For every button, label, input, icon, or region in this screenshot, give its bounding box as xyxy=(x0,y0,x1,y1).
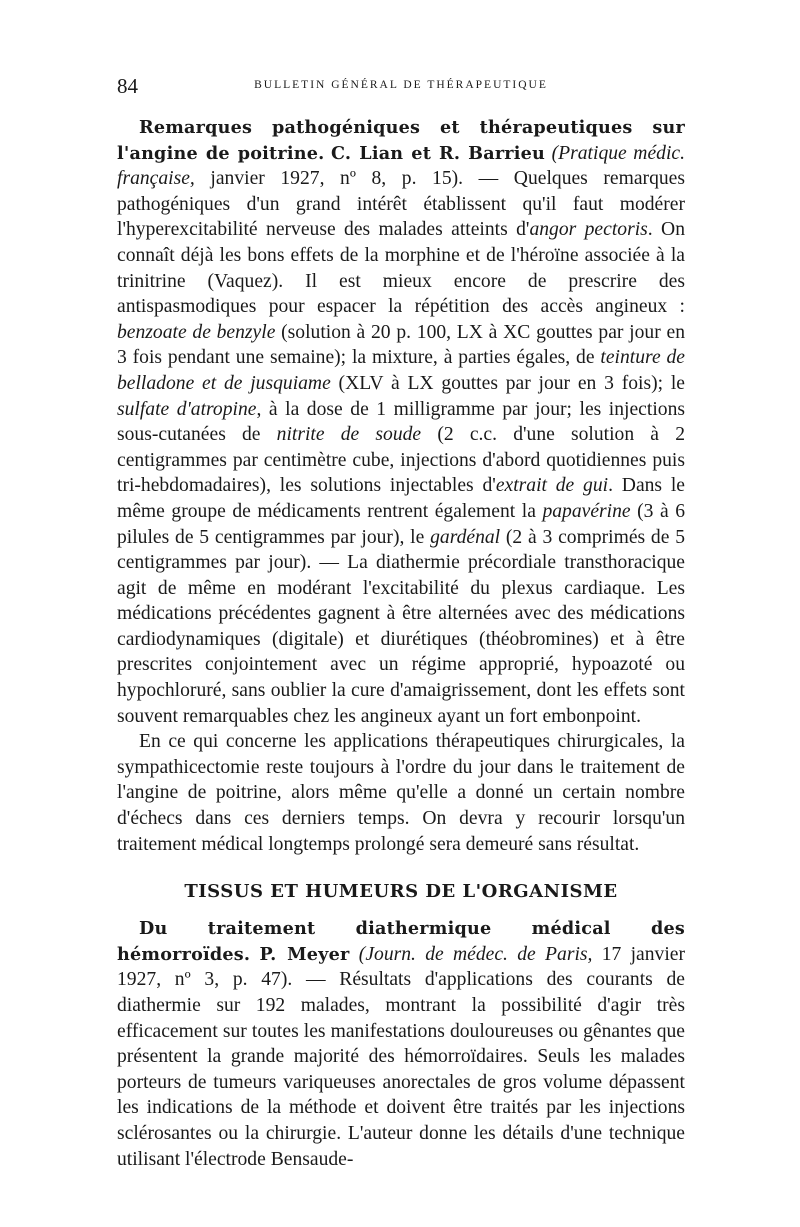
term-benzoate: benzoate de benzyle xyxy=(117,321,276,343)
article-1-source: (Pratique médic. française, xyxy=(117,142,685,190)
article-2-text: 17 janvier 1927, nº 3, p. 47). — Résultats d'applications des courants de diathermie sur 192 malades, montrant la possibilité d'agir très efficacement sur toutes les manifestations douloureuses ou gênantes que présentent la grande majorité des hémorroïdaires. Seuls les malades porteurs de tumeurs variqueuses anorectales de gros volume dépassent les indications de la méthode et doivent être traités par les injections sclérosantes ou la chirurgie. L'auteur donne les détails d'une technique utilisant l'électrode Bensaude- xyxy=(117,943,686,1170)
article-1-citation: janvier 1927, nº 8, p. 15). — Quelques remarques pathogéniques d'un grand intérêt établissent qu'il faut modérer l'hyperexcitabilité nerveuse des malades atteints d' xyxy=(117,168,685,241)
term-papaverine: papavérine xyxy=(542,500,631,522)
article-1-text-1: . On connaît déjà les bons effets de la morphine et de l'héroïne associée à la trinitrine (Vaquez). Il est mieux encore de prescrire des antispasmodiques pour espacer la répétition des accès angineux : xyxy=(117,219,685,318)
article-1-paragraph-1 xyxy=(117,115,685,729)
term-gardenal: gardénal xyxy=(430,526,501,548)
term-extrait: extrait de gui xyxy=(495,475,609,497)
running-title: BULLETIN GÉNÉRAL DE THÉRAPEUTIQUE xyxy=(254,79,548,91)
article-1-title: Remarques pathogéniques et thérapeutiques sur l'angine de poitrine. xyxy=(117,117,685,164)
article-1-text-5: (2 c.c. d'une solution à 2 centigrammes par centimètre cube, injections d'abord quotidiennes puis tri-hebdomadaires), les solutions injectables d' xyxy=(117,424,685,497)
page-number: 84 xyxy=(117,74,138,98)
term-teinture: teinture de belladone et de jusquiame xyxy=(117,347,685,394)
article-2-paragraph xyxy=(117,916,685,1172)
article-1-text-4: , à la dose de 1 milligramme par jour; les injections sous-cutanées de xyxy=(117,398,685,446)
section-heading: TISSUS ET HUMEURS DE L'ORGANISME xyxy=(184,881,618,903)
article-1-text-3: (XLV à LX gouttes par jour en 3 fois); le xyxy=(330,372,685,394)
term-sulfate: sulfate d'atropine xyxy=(117,398,257,420)
article-2-source: (Journ. de médec. de Paris, xyxy=(358,943,593,965)
article-1-text-7: (3 à 6 pilules de 5 centigrammes par jour), le xyxy=(117,500,685,548)
article-2-author: P. Meyer xyxy=(259,943,350,965)
article-1-paragraph-2: En ce qui concerne les applications thérapeutiques chirurgicales, la sympathicectomie reste toujours à l'ordre du jour dans le traitement de l'angine de poitrine, alors même qu'elle a donné un certain nombre d'échecs dans ces derniers temps. On devra y recourir lorsqu'un traitement médical longtemps prolongé sera demeuré sans résultat. xyxy=(117,731,685,855)
article-1-text-6: . Dans le même groupe de médicaments rentrent également la xyxy=(117,475,685,522)
article-1-text-2: (solution à 20 p. 100, LX à XC gouttes par jour en 3 fois pendant une semaine); la mixture, à parties égales, de xyxy=(117,321,685,369)
article-1-text-8: (2 à 3 comprimés de 5 centigrammes par jour). — La diathermie précordiale transthoracique agit de même en modérant l'excitabilité du plexus cardiaque. Les médications précédentes gagnent à être alternées avec des médications cardiodynamiques (digitale) et diurétiques (théobromines) et à être prescrites conjointement avec un régime approprié, hypoazoté ou hypochloruré, sans oublier la cure d'amaigrissement, dont les effets sont souvent remarquables chez les angineux ayant un fort embonpoint. xyxy=(117,526,686,727)
article-1-authors: C. Lian et R. Barrieu xyxy=(331,142,546,164)
article-2-title: Du traitement diathermique médical des hémorroïdes. xyxy=(117,918,685,965)
term-angor: angor pectoris xyxy=(529,219,648,241)
page-header xyxy=(117,74,685,102)
page-content xyxy=(117,115,685,1172)
term-nitrite: nitrite de soude xyxy=(276,424,422,446)
